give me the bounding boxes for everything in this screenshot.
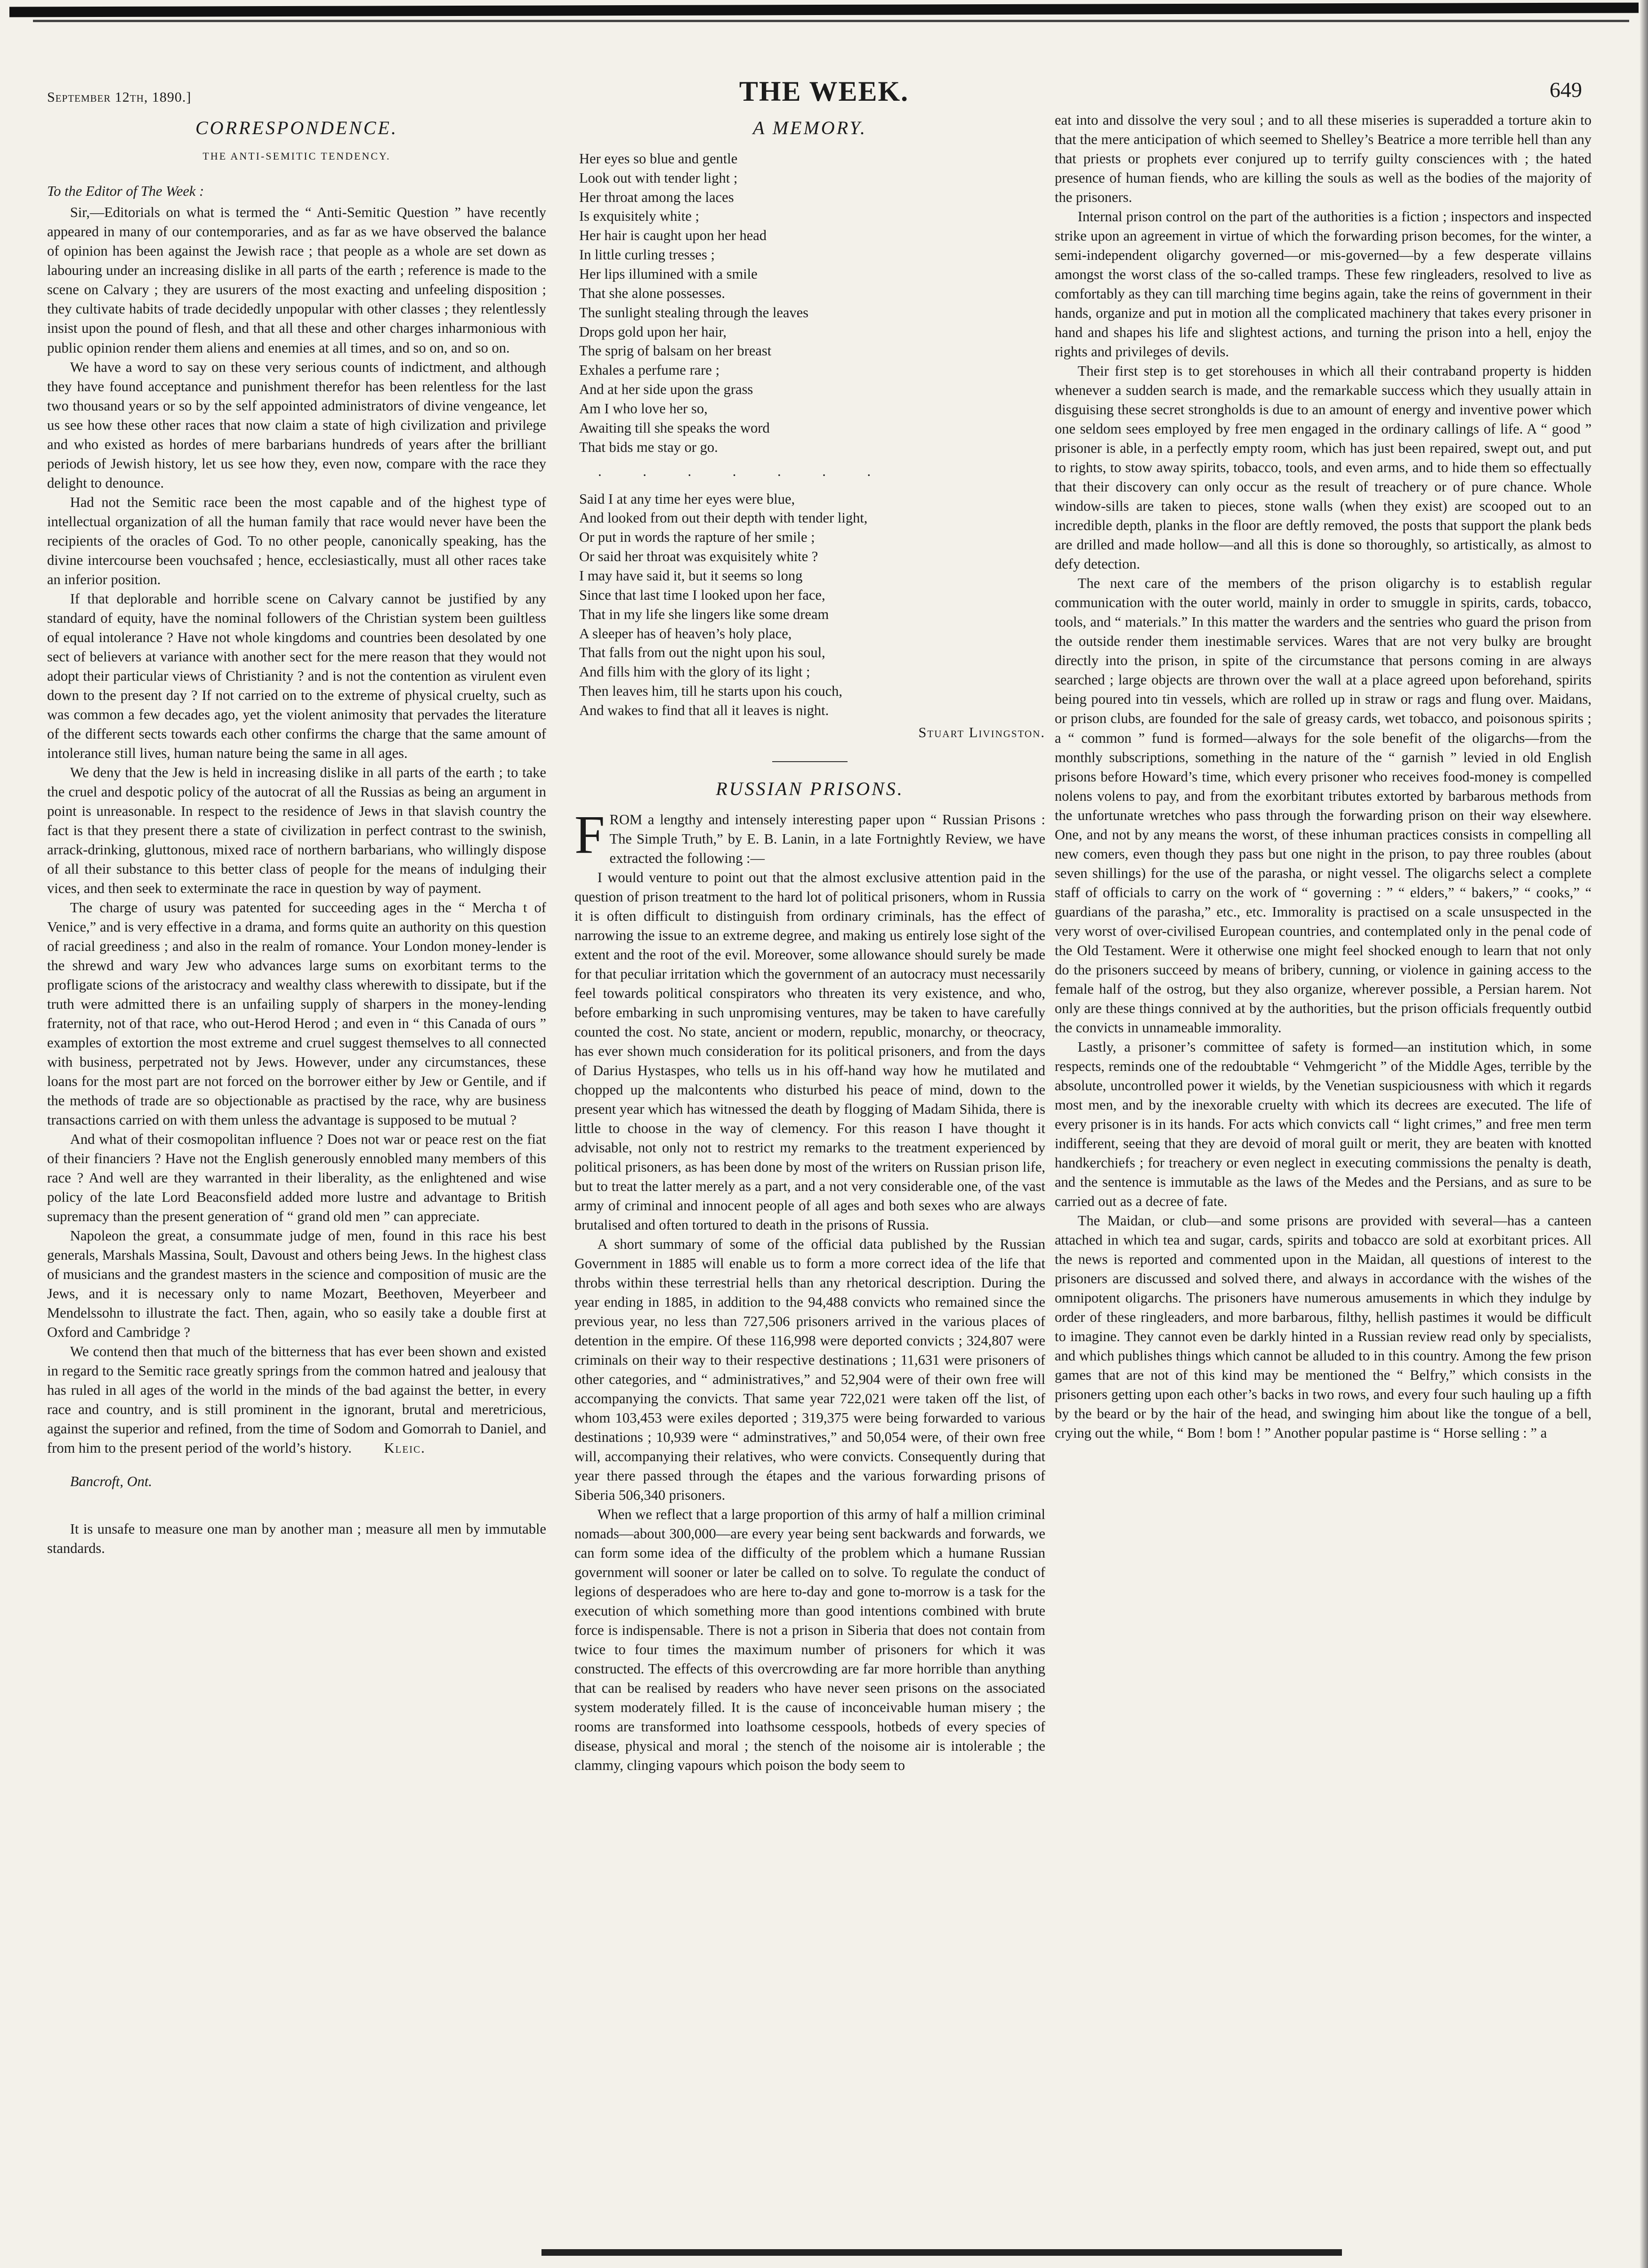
poem-line: And at her side upon the grass [579,381,753,398]
poem-author: Stuart Livingston. [918,724,1045,740]
poem-line: Her lips illumined with a smile [579,265,758,282]
correspondence-heading: CORRESPONDENCE. [195,117,398,138]
top-border-rule [9,2,1639,17]
letter-paragraph: Had not the Semitic race been the most capable and of the highest type of intellectual organization of all the human family that race would never have been the recipients of the oracles of God. To no other people, canonically speaking, has the divine intercourse been vouchsafed ; hence, ecclesiastically, must all other races take an inferior position. [47,494,546,587]
poem-line: And looked from out their depth with tender light, [579,510,868,526]
poem-line: Said I at any time her eyes were blue, [579,491,795,507]
prisons-heading: RUSSIAN PRISONS. [716,778,904,799]
masthead [47,71,1601,113]
poem-line: Then leaves him, till he starts upon his couch, [579,683,843,700]
letter-paragraph: Napoleon the great, a consummate judge of men, found in this race his best generals, Marshals Massina, Soult, Davoust and others being Jews. In the highest class of musicians and the grandest masters in the science and composition of music are the Jews, and it is necessary only to name Mozart, Beethoven, Meyerbeer and Mendelssohn to illustrate the fact. Then, again, who so easily take a double first at Oxford and Cambridge ? [47,1228,546,1341]
letter-place: Bancroft, Ont. [70,1473,153,1490]
section-divider [772,761,848,762]
prisons-intro-text: ROM a lengthy and intensely interesting paper upon “ Russian Prisons : The Simple Truth,” by E. B. Lanin, in a late Fortnightly Review, we have extracted the following :— [609,811,1045,866]
letter-paragraph: We deny that the Jew is held in increasing dislike in all parts of the earth ; to take the cruel and despotic policy of the autocrat of all the Russias as being an argument in point is unreasonable. In respect to the residence of Jews in that slavish country the fact is that they present there a state of civilization in perfect contrast to the swinish, arrack-drinking, gluttonous, mixed race of northern barbarians, who willingly dispose of all their substance to this better class of people for the means of indulging their vices, and then seek to exterminate the race in question by way of payment. [47,764,546,896]
prisons-paragraph: Internal prison control on the part of the authorities is a fiction ; inspectors and inspected strike upon an agreement in virtue of which the forwarding prison becomes, for the winter, a semi-independent oligarchy governed—or mis-governed—by a few desperate villains amongst the worst class of the so-called tramps. These few ringleaders, resolved to live as comfortably as they can till marching time begins again, take the reins of government in their hands, organize and put in motion all the complicated machinery that takes every prisoner in hand and shapes his life and slightest actions, and turning the prison into a hell, enjoy the rights and privileges of devils. [1055,209,1591,360]
bottom-border-rule [541,2249,1342,2256]
issue-date: September 12th, 1890.] [47,89,192,105]
prisons-continuation: eat into and dissolve the very soul ; and to all these miseries is superadded a torture akin to that the mere anticipation of which seemed to Shelley’s Beatrice a more terrible hell than any that priests or prophets ever conjured up to terrify guilty consciences with ; the hated presence of human fiends, who are killing the souls as well as the bodies of the majority of the prisoners. [1055,112,1591,206]
letter-paragraph: If that deplorable and horrible scene on Calvary cannot be justified by any standard of equity, have the nominal followers of the Christian system been guiltless of equal intolerance ? Have not whole kingdoms and countries been desolated by one sect of believers at variance with another sect for the mere reason that they would not adopt their particular views of Christianity ? and is not the contention as virulent even down to the present day ? If not carried on to the extreme of physical cruelty, such as was common a few decades ago, yet the violent animosity that pervades the literature of the different sects towards each other confirms the charge that the same amount of intolerance still lives, human nature being the same in all ages. [47,590,546,761]
poem-line: Or put in words the rapture of her smile ; [579,529,815,546]
drop-cap-letter: F [574,804,605,865]
letter-signature: Kleic. [384,1440,426,1456]
closing-text: We contend then that much of the bitterness that has ever been shown and existed in regard to the Semitic race greatly springs from the common hatred and jealousy that has ruled in all ages of the world in the minds of the bad against the better, in every race and country, and is still prominent in the ignorant, brutal and meretricious, against the superior and refined, from the time of Sodom and Gomorrah to Daniel, and from him to the present period of the world’s history. [47,1343,546,1456]
poem-line: Since that last time I looked upon her face, [579,587,825,603]
poem-stanza-2 [579,490,1045,720]
aphorism: It is unsafe to measure one man by another man ; measure all men by immutable standards. [47,1521,546,1557]
poem-line: Drops gold upon her hair, [579,323,727,340]
poem-line: That in my life she lingers like some dream [579,606,829,622]
prisons-intro [574,804,1045,868]
prisons-paragraph: The next care of the members of the prison oligarchy is to establish regular communication with the outer world, mainly in order to smuggle in spirits, cards, tobacco, tools, and “ materials.” In this matter the warders and the sentries who guard the prison from the outside render them inestimable services. Wares that are not very bulky are brought directly into the prison, in spite of the circumstance that persons coming in are always searched ; large objects are thrown over the wall at a place agreed upon beforehand, spirits being poured into tin vessels, which are rolled up in straw or rags and flung over. Maidans, or prison clubs, are founded for the sale of greasy cards, wet tobacco, and poisonous spirits ; a “ common ” fund is formed—always for the sole benefit of the oligarchs—from the monthly subscriptions, something in the nature of the “ garnish ” levied in old English prisons before Howard’s time, which every prisoner who receives food-money is compelled nolens volens to pay, and from the exorbitant tributes extorted by barbarous methods from the unfortunate wretches who pass through the forwarding prison on their way elsewhere. One, and not by any means the worst, of these inhuman practices consists in compelling all new comers, even though they pass but one night in the prison, to pay three roubles (about seven shillings) for the use of the parasha, or night vessel. The oligarchs select a complete staff of officials to carry on the work of “ governing : ” “ elders,” “ bakers,” “ cooks,” “ guardians of the parasha,” etc., etc. Immorality is practised on a scale unsuspected in the very worst of over-civilised European countries, and contemplated only in the penal code of the Old Testament. Were it otherwise one might feel shocked enough to learn that not only do the prisoners succeed by means of bribery, cunning, or violence in gaining access to the female half of the ostrog, but they also organize, wherever possible, a Persian harem. Not only are these things connived at by the authorities, but the prison officials frequently outbid the convicts in unnameable immorality. [1055,575,1591,1036]
poem-line: In little curling tresses ; [579,247,715,263]
poem-ellipsis-dots: . . . . . . . [598,463,890,479]
newspaper-title: THE WEEK. [739,76,909,107]
poem-line: And wakes to find that all it leaves is night. [579,702,829,719]
top-thin-rule [33,20,1629,22]
poem-line: Her hair is caught upon her head [579,227,767,244]
poem-stanza-1 [579,149,1045,457]
letter-paragraph: The charge of usury was patented for succeeding ages in the “ Mercha t of Venice,” and is very effective in a drama, and forms quite an authority on this question of racial greediness ; and also in the realm of romance. Your London money-lender is the shrewd and wary Jew who advances large sums on exorbitant terms to the profligate scions of the aristocracy and wealthy class wherewith to dissipate, but if the truth were admitted there is an unfailing supply of sharpers in the money-lending fraternity, not of that race, who out-Herod Herod ; and even in “ this Canada of ours ” examples of extortion the most extreme and cruel suggest themselves to all connected with business, perpetrated not by Jews. However, under any circumstances, these loans for the most part are not forced on the borrower either by Jew or Gentile, and if the methods of trade are so objectionable as practised by the race, why are business transactions carried on with them unless the advantage is supposed to be mutual ? [47,899,546,1128]
poem-line: Am I who love her so, [579,400,708,417]
poem-line: I may have said it, but it seems so long [579,568,803,584]
salutation: To the Editor of The Week : [47,183,204,200]
poem-line: Or said her throat was exquisitely white ? [579,548,818,565]
prisons-paragraph: A short summary of some of the official data published by the Russian Government in 1885 will enable us to form a more correct idea of the life that throbs within these terrestrial hells than any rhetorical description. During the year ending in 1885, in addition to the 94,488 convicts who remained since the previous year, no less than 727,506 prisoners arrived in the various places of detention in the empire. Of these 116,998 were deported convicts ; 324,807 were criminals on their way to their respective destinations ; 11,631 were prisoners of other categories, and “ administratives,” and 52,904 were of their own free will accompanying the convicts. That same year 722,021 were taken off the list, of whom 103,453 were exiles deported ; 319,375 were being forwarded to various destinations ; 10,939 were “ adminstratives,” and 50,054 were, of their own free will, accompanying their relatives, who were convicts. Consequently during that year there passed through the étapes and the various forwarding prisons of Siberia 506,340 prisoners. [574,1236,1045,1504]
poem-line: The sunlight stealing through the leaves [579,304,809,321]
prisons-paragraph: When we reflect that a large proportion of this army of half a million criminal nomads—about 300,000—are every year being sent backwards and forwards, we can form some idea of the difficulty of the problem which a humane Russian government will sooner or later be called on to solve. To regulate the conduct of legions of desperadoes who are here to-day and gone to-morrow is a task for the execution of which something more than good intentions combined with brute force is indispensable. There is not a prison in Siberia that does not contain from twice to four times the maximum number of prisoners for which it was constructed. The effects of this overcrowding are far more horrible than anything that can be realised by readers who have never seen prisons on the associated system moderately filled. It is the cause of inconceivable human misery ; the rooms are transformed into loathsome cesspools, hotbeds of every species of disease, physical and moral ; the stench of the noisome air is intolerable ; the clammy, clinging vapours which poison the body seem to [574,1506,1045,1774]
page-number: 649 [1550,78,1582,102]
letter-paragraph: And what of their cosmopolitan influence ? Does not war or peace rest on the fiat of their financiers ? Have not the English generously ennobled many members of this race ? And well are they warranted in their liberality, as the enlightened and wise policy of the late Lord Beaconsfield added more lustre and advantage to British supremacy than the present generation of “ grand old men ” can appreciate. [47,1131,546,1225]
poem-line: That bids me stay or go. [579,439,718,455]
column-memory-prisons [574,111,1045,2229]
prisons-paragraph: The Maidan, or club—and some prisons are provided with several—has a canteen attached in which tea and sugar, cards, spirits and tobacco are sold at exorbitant prices. All the news is reported and commented upon in the Maidan, all questions of interest to the prisoners are discussed and solved there, and always in accordance with the wishes of the omnipotent oligarchs. The prisoners have numerous amusements in which they indulge by order of these ringleaders, and more barbarous, filthy, hellish pastimes it would be difficult to imagine. They cannot even be darkly hinted in a Russian review read only by specialists, and which publishes things which cannot be alluded to in this country. Among the few prison games that are not of this kind may be mentioned the “ Belfry,” which consists in the prisoners getting upon each other’s backs in two rows, and every four such hauling up a fifth by the beard or by the hair of the head, and swinging him about like the tongue of a bell, crying out the while, “ Bom ! bom ! ” Another popular pastime is “ Horse selling : ” a [1055,1212,1591,1441]
poem-line: Her eyes so blue and gentle [579,150,738,167]
memory-heading: A MEMORY. [753,117,867,138]
poem-line: That she alone possesses. [579,285,726,301]
poem-line: Look out with tender light ; [579,169,738,186]
poem-line: Is exquisitely white ; [579,208,699,225]
prisons-paragraph: I would venture to point out that the almost exclusive attention paid in the question of prison treatment to the hard lot of political prisoners, whom in Russia it is often difficult to distinguish from ordinary criminals, has the effect of narrowing the issue to an extreme degree, and making us entirely lose sight of the extent and the root of the evil. Moreover, some allowance should surely be made for that peculiar irritation which the government of an autocracy must necessarily feel towards political conspirators who threaten its very existence, and who, before embarking in such unpromising ventures, may be taken to have carefully counted the cost. No state, ancient or modern, republic, monarchy, or theocracy, has ever shown much consideration for its political prisoners, and from the days of Darius Hystaspes, who tells us in his off-hand way how he mutilated and chopped up the malcontents who disturbed his peace of mind, down to the present year which has witnessed the death by flogging of Madam Sihida, there is little to choose in the way of clemency. For this reason I have thought it advisable, not only not to restrict my remarks to the treatment experienced by political prisoners, as has been done by most of the writers on Russian prison life, but to treat the latter merely as a part, and a not very considerable one, of the vast army of criminal and innocent people of all ages and both sexes who are always brutalised and often tortured to death in the prisons of Russia. [574,869,1045,1233]
column-prisons-continued [1055,111,1591,2229]
poem-line: And fills him with the glory of its light ; [579,664,810,680]
letter-paragraph: We have a word to say on these very serious counts of indictment, and although they have found acceptance and punishment therefor has been relentless for the last two thousand years or so by the self appointed administrators of divine vengeance, let us see how these other races that now claim a state of high civilization and privilege and who existed as hordes of mere barbarians hundreds of years after the brilliant periods of Jewish history, let us see how they, even now, compare with the race they delight to denounce. [47,359,546,491]
letter-closing-paragraph [47,1342,546,1458]
poem-line: A sleeper has of heaven’s holy place, [579,625,792,642]
prisons-paragraph: Their first step is to get storehouses in which all their contraband property is hidden whenever a sudden search is made, and the remarkable success which they usually attain in disguising these secret strongholds is due to an amount of energy and inventive power which one seldom sees employed by free men engaged in the ordinary callings of life. A “ good ” prisoner is able, in a perfectly empty room, which has just been repaired, swept out, and put to rights, to stow away spirits, tobacco, tools, and even arms, and to hide them so effectually that their discovery can only occur as the result of treachery or of pure chance. Whole window-sills are taken to pieces, stone walls (when they exist) are scooped out to an incredible depth, planks in the floor are deftly removed, the posts that support the plank beds are drilled and made hollow—and all this is done so thoroughly, so artistically, as almost to defy detection. [1055,363,1591,572]
poem-line: That falls from out the night upon his soul, [579,644,825,661]
poem-line: Exhales a perfume rare ; [579,362,720,378]
page-edge-shadow [1640,0,1648,2268]
poem-line: Awaiting till she speaks the word [579,419,770,436]
letter-paragraph: Sir,—Editorials on what is termed the “ Anti-Semitic Question ” have recently appeared in many of our contemporaries, and as far as we have observed the balance of opinion has been against the Jewish race ; that people as a whole are set down as labouring under an increasing dislike in all parts of the earth ; reference is made to the scene on Calvary ; they are usurers of the most exacting and unfeeling disposition ; they cultivate habits of trade decidedly unpopular with other classes ; they relentlessly insist upon the pound of flesh, and that all these and other charges inharmonious with public opinion render them aliens and enemies at all times, and so on, and so on. [47,204,546,356]
correspondence-subheading: THE ANTI-SEMITIC TENDENCY. [202,150,391,162]
poem-line: Her throat among the laces [579,189,734,205]
column-correspondence [47,111,546,2229]
poem-line: The sprig of balsam on her breast [579,343,772,359]
prisons-paragraph: Lastly, a prisoner’s committee of safety is formed—an institution which, in some respects, reminds one of the redoubtable “ Vehmgericht ” of the Middle Ages, terrible by the absolute, uncontrolled power it wields, by the Venetian suspiciousness with which it regards most men, and by the inexorable cruelty with which its decrees are executed. The life of every prisoner is in its hands. For acts which convicts call “ light crimes,” and free men term indifferent, seeing that they are devoid of moral guilt or merit, they are beaten with knotted handkerchiefs ; for treachery or even neglect in executing commissions the penalty is death, and the sentence is immutable as the laws of the Medes and the Persians, and as sure to be carried out as a decree of fate. [1055,1038,1591,1209]
